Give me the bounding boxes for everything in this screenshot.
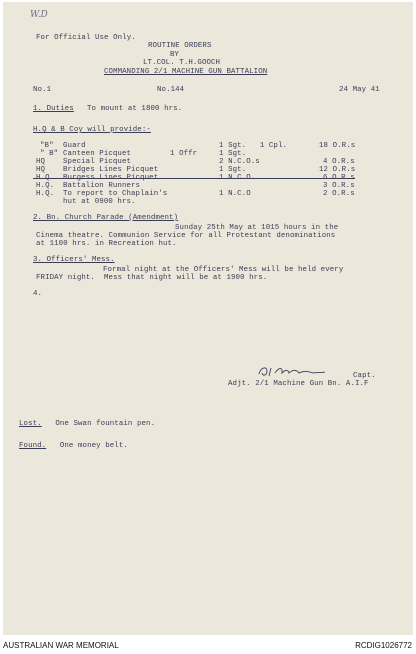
duty-nco: 1 N.C.O: [219, 190, 251, 198]
signature-rank: Capt.: [353, 372, 376, 380]
duty-name: Special Picquet: [63, 158, 132, 166]
church-line-1: Sunday 25th May at 1015 hours in the: [175, 224, 339, 232]
title-battalion: COMMANDING 2/1 MACHINE GUN BATTALION: [104, 68, 268, 76]
order-date: 24 May 41: [339, 86, 380, 94]
footer-record-id: RCDIG1026772: [355, 641, 412, 650]
title-routine-orders: ROUTINE ORDERS: [148, 42, 212, 50]
title-by: BY: [170, 51, 180, 59]
duty-name: hut at 0900 hrs.: [63, 198, 136, 206]
duties-provide: H.Q & B Coy will provide:-: [33, 126, 151, 134]
lost-text: One Swan fountain pen.: [55, 420, 156, 428]
found-label: Found.: [19, 442, 47, 450]
church-line-3: at 1100 hrs. in Recreation hut.: [36, 240, 177, 248]
item-4: 4.: [33, 290, 43, 298]
duty-ors: 2 O.R.s: [323, 190, 355, 198]
order-number-144: No.144: [157, 86, 185, 94]
official-use-note: For Official Use Only.: [36, 34, 136, 42]
duties-heading: 1. Duties: [33, 105, 74, 113]
duty-nco: 1 Sgt.: [219, 150, 247, 158]
duty-ors: 4 O.R.s: [323, 158, 355, 166]
footer-archive-name: AUSTRALIAN WAR MEMORIAL: [3, 641, 119, 650]
duty-nco: 2 N.C.O.s: [219, 158, 260, 166]
duty-name: Canteen Picquet: [63, 150, 132, 158]
duties-mount-time: To mount at 1800 hrs.: [87, 105, 183, 113]
found-text: One money belt.: [59, 442, 128, 450]
signature-title: Adjt. 2/1 Machine Gun Bn. A.I.F: [228, 380, 369, 388]
duty-name: Burgess Lines Picquet: [63, 174, 159, 182]
mess-line-2: FRIDAY night. Mess that night will be at 1900 hrs.: [36, 274, 268, 282]
duty-ors: 12 O.R.s: [319, 166, 356, 174]
duty-name: Bridges Lines Picquet: [63, 166, 159, 174]
duty-unit: H.Q.: [36, 190, 55, 198]
title-commander-name: LT.COL. T.H.GOOCH: [143, 59, 221, 67]
duty-unit: H.Q.: [36, 182, 55, 190]
order-number-1: No.1: [33, 86, 52, 94]
duty-name: To report to Chaplain's: [63, 190, 168, 198]
duty-ors: 6 O.R.s: [323, 174, 355, 182]
duty-nco: 1 Sgt. 1 Cpl.: [219, 142, 288, 150]
duty-unit: HQ: [36, 158, 46, 166]
duty-offr: 1 Offr: [170, 150, 198, 158]
signature-mark: [255, 364, 330, 380]
footer-bar: [0, 638, 416, 654]
duty-nco: 1 N.C.O.: [219, 174, 256, 182]
lost-notice: [19, 410, 155, 429]
duty-unit: HQ: [36, 166, 46, 174]
duty-nco: 1 Sgt.: [219, 166, 247, 174]
document-page: [3, 2, 413, 635]
duty-unit: " B": [40, 150, 59, 158]
lost-label: Lost.: [19, 420, 42, 428]
duty-unit: H.Q.: [36, 174, 55, 182]
duty-unit: "B": [40, 142, 54, 150]
mess-line-1: Formal night at the Officers' Mess will be held every: [103, 266, 344, 274]
duty-ors: 3 O.R.s: [323, 182, 355, 190]
corner-mark: W.D: [30, 10, 48, 20]
mess-heading: 3. Officers' Mess.: [33, 256, 115, 264]
church-line-2: Cinema theatre. Communion Service for all Protestant denominations: [36, 232, 336, 240]
duty-name: Battalion Runners: [63, 182, 141, 190]
duty-ors: 18 O.R.s: [319, 142, 356, 150]
church-heading: 2. Bn. Church Parade (Amendment): [33, 214, 179, 222]
found-notice: [19, 432, 128, 451]
duty-name: Guard: [63, 142, 86, 150]
